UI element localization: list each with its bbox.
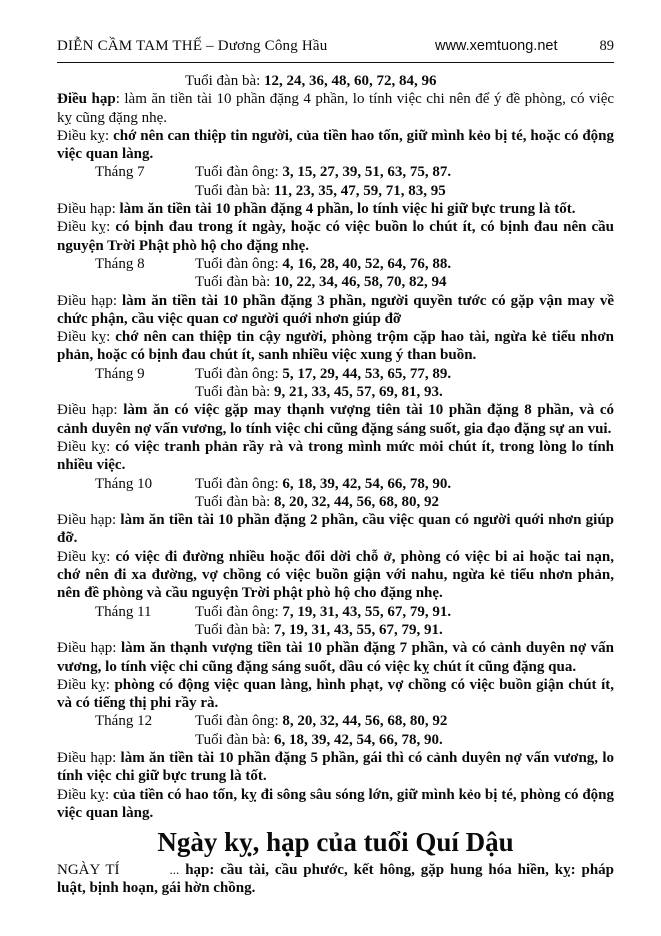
day-label: NGÀY TÍ	[57, 862, 120, 879]
men-ages-values: 5, 17, 29, 44, 53, 65, 77, 89.	[282, 365, 452, 382]
month-women-ages-line	[57, 182, 614, 200]
ky-label: Điều kỵ:	[57, 329, 111, 346]
month-women-ages-line	[57, 731, 614, 749]
header-right	[435, 38, 614, 55]
month-block	[57, 475, 614, 603]
ky-text: chớ nên can thiệp tin người, của tiền hao tốn, giữ mình kẻo bị té, hoặc có động việc quan làng.	[57, 127, 614, 163]
month-hap-paragraph	[57, 511, 614, 548]
header-divider	[57, 62, 614, 63]
hap-label: Điều hạp:	[57, 512, 117, 529]
ky-text: có việc tranh phản rầy rà và trong mình mức mỏi chút ít, trong lòng lo tính nhiều việc.	[57, 438, 615, 474]
month-women-ages-line	[57, 273, 614, 291]
month-ky-paragraph	[57, 218, 614, 255]
month-women-ages-line	[57, 493, 614, 511]
ky-label: Điều kỵ:	[57, 676, 110, 693]
hap-label: Điều hạp	[57, 91, 116, 108]
ky-label: Điều kỵ:	[57, 786, 110, 803]
hap-text: làm ăn tiền tài 10 phần đặng 5 phần, gái thì có cảnh duyên nợ vấn vương, lo tính việc chi giữ bực trung là tốt.	[57, 749, 615, 785]
month-block	[57, 163, 614, 254]
month-men-ages-line	[57, 712, 614, 730]
website-url: www.xemtuong.net	[434, 38, 558, 54]
intro-ky-paragraph	[57, 127, 614, 164]
month-ky-paragraph	[57, 438, 614, 475]
day-text: hạp: cầu tài, cầu phước, kết hông, gặp hung hóa hiền, kỵ: pháp luật, bịnh hoạn, gái hờn chồng.	[57, 862, 614, 897]
month-block	[57, 255, 614, 365]
month-men-ages-line	[57, 163, 614, 181]
men-ages-values: 6, 18, 39, 42, 54, 66, 78, 90.	[282, 475, 452, 492]
month-hap-paragraph	[57, 749, 614, 786]
ky-text: phòng có động việc quan làng, hình phạt, vợ chồng có việc buồn giận chút ít, và có tiếng thị phi rầy rà.	[57, 676, 615, 712]
women-ages-label: Tuổi đàn bà:	[195, 621, 271, 638]
months-list	[57, 163, 614, 822]
ky-label: Điều kỵ:	[57, 438, 111, 455]
intro-hap-paragraph	[57, 90, 614, 127]
hap-text: làm ăn thạnh vượng tiền tài 10 phần đặng 7 phần, và có cảnh duyên nợ vấn vương, lo tính việc chi cũng đặng sáng suốt, dầu có việc kỵ chút ít cũng đặng qua.	[57, 640, 615, 675]
men-ages-label: Tuổi đàn ông:	[195, 164, 279, 181]
month-hap-paragraph	[57, 292, 614, 329]
month-block	[57, 712, 614, 822]
women-ages-label: Tuổi đàn bà:	[195, 731, 271, 748]
men-ages-label: Tuổi đàn ông:	[195, 365, 279, 382]
month-block	[57, 603, 614, 713]
hap-label: Điều hạp:	[57, 292, 117, 309]
month-hap-paragraph	[57, 200, 614, 218]
women-ages-values: 11, 23, 35, 47, 59, 71, 83, 95	[274, 182, 446, 199]
women-ages-values: 12, 24, 36, 48, 60, 72, 84, 96	[264, 73, 437, 89]
men-ages-label: Tuổi đàn ông:	[195, 603, 279, 620]
men-ages-values: 3, 15, 27, 39, 51, 63, 75, 87.	[282, 164, 452, 181]
men-ages-values: 4, 16, 28, 40, 52, 64, 76, 88.	[282, 255, 452, 272]
month-name: Tháng 7	[95, 164, 145, 181]
men-ages-values: 8, 20, 32, 44, 56, 68, 80, 92	[282, 713, 448, 730]
women-ages-values: 8, 20, 32, 44, 56, 68, 80, 92	[274, 493, 440, 510]
month-ky-paragraph	[57, 786, 614, 823]
ky-label: Điều kỵ:	[57, 127, 110, 144]
month-name: Tháng 9	[95, 365, 145, 382]
day-ti-paragraph	[57, 861, 614, 898]
page-header	[57, 38, 614, 55]
month-hap-paragraph	[57, 401, 614, 438]
women-ages-values: 10, 22, 34, 46, 58, 70, 82, 94	[274, 274, 447, 291]
page-body	[57, 72, 614, 898]
women-ages-values: 6, 18, 39, 42, 54, 66, 78, 90.	[274, 731, 443, 748]
men-ages-label: Tuổi đàn ông:	[195, 475, 279, 492]
women-ages-values: 9, 21, 33, 45, 57, 69, 81, 93.	[274, 384, 443, 401]
hap-text: : làm ăn tiền tài 10 phần đặng 4 phần, lo tính việc chi nên để ý đề phòng, có việc kỵ cũng đặng nhẹ.	[57, 91, 615, 126]
hap-text: làm ăn tiền tài 10 phần đặng 4 phần, lo tính việc hi giữ bực trung là tốt.	[119, 201, 576, 218]
hap-text: làm ăn tiền tài 10 phần đặng 3 phần, người quyền tước có gặp vận may về chức phận, cầu việc quan cơ người quới nhơn giúp đỡ	[57, 292, 614, 327]
month-ky-paragraph	[57, 328, 614, 365]
women-ages-label: Tuổi đàn bà:	[195, 182, 271, 199]
month-hap-paragraph	[57, 639, 614, 676]
women-ages-values: 7, 19, 31, 43, 55, 67, 79, 91.	[274, 621, 443, 638]
hap-label: Điều hạp:	[57, 201, 116, 218]
ky-label: Điều kỵ:	[57, 548, 111, 565]
book-title: DIỄN CẦM TAM THẾ – Dương Công Hầu	[57, 38, 328, 54]
month-men-ages-line	[57, 603, 614, 621]
day-dots: ...	[169, 862, 180, 878]
hap-text: làm ăn tiền tài 10 phần đặng 2 phần, cầu việc quan có người quới nhơn giúp đỡ.	[57, 512, 614, 547]
month-ky-paragraph	[57, 548, 614, 603]
month-women-ages-line	[57, 621, 614, 639]
women-ages-label: Tuổi đàn bà:	[195, 384, 271, 401]
month-ky-paragraph	[57, 676, 614, 713]
women-ages-label: Tuổi đàn bà:	[195, 274, 271, 291]
women-ages-label: Tuổi đàn bà:	[195, 493, 271, 510]
month-block	[57, 365, 614, 475]
hap-label: Điều hạp:	[57, 402, 118, 419]
men-ages-values: 7, 19, 31, 43, 55, 67, 79, 91.	[282, 603, 452, 620]
month-men-ages-line	[57, 365, 614, 383]
hap-label: Điều hạp:	[57, 640, 117, 657]
ky-text: chớ nên can thiệp tin cậy người, phòng trộm cặp hao tài, ngừa kẻ tiểu nhơn phản, hoặc có bịnh đau chút ít, sanh nhiều việc xung ý than buồn.	[57, 329, 615, 364]
month-name: Tháng 12	[95, 713, 153, 730]
month-women-ages-line	[57, 383, 614, 401]
intro-women-ages-line	[57, 72, 614, 90]
month-men-ages-line	[57, 475, 614, 493]
ky-text: có bịnh đau trong ít ngày, hoặc có việc buồn lo chút ít, có bịnh đau nên cầu nguyện Trời Phật phò hộ cho đặng nhẹ.	[57, 219, 615, 254]
ky-label: Điều kỵ:	[57, 219, 111, 236]
ky-text: của tiền có hao tốn, kỵ đi sông sâu sóng lớn, giữ mình kẻo bị té, phòng có động việc quan làng.	[57, 786, 615, 821]
ky-text: có việc đi đường nhiều hoặc đổi dời chỗ ở, phòng có việc bi ai hoặc tai nạn, chớ nên đi xa đường, vợ chồng có việc buồn giận với nahu, ngừa kẻ tiểu nhơn phản, nên đề phòng và cầu nguyện Trời phật phò hộ cho đặng nhẹ.	[57, 548, 615, 602]
men-ages-label: Tuổi đàn ông:	[195, 255, 279, 272]
month-name: Tháng 11	[95, 603, 152, 620]
page-number: 89	[599, 38, 614, 54]
month-name: Tháng 10	[95, 475, 153, 492]
men-ages-label: Tuổi đàn ông:	[195, 713, 279, 730]
month-men-ages-line	[57, 255, 614, 273]
hap-text: làm ăn có việc gặp may thạnh vượng tiên tài 10 phần đặng 8 phần, và có cảnh duyên nợ vấn vương, lo tính việc chi cũng đặng sáng suốt, gia đạo đặng sự an vui.	[57, 402, 614, 437]
hap-label: Điều hạp:	[57, 749, 117, 766]
section-title: Ngày kỵ, hạp của tuổi Quí Dậu	[157, 827, 514, 858]
women-ages-label: Tuổi đàn bà:	[185, 73, 261, 89]
month-name: Tháng 8	[95, 255, 145, 272]
